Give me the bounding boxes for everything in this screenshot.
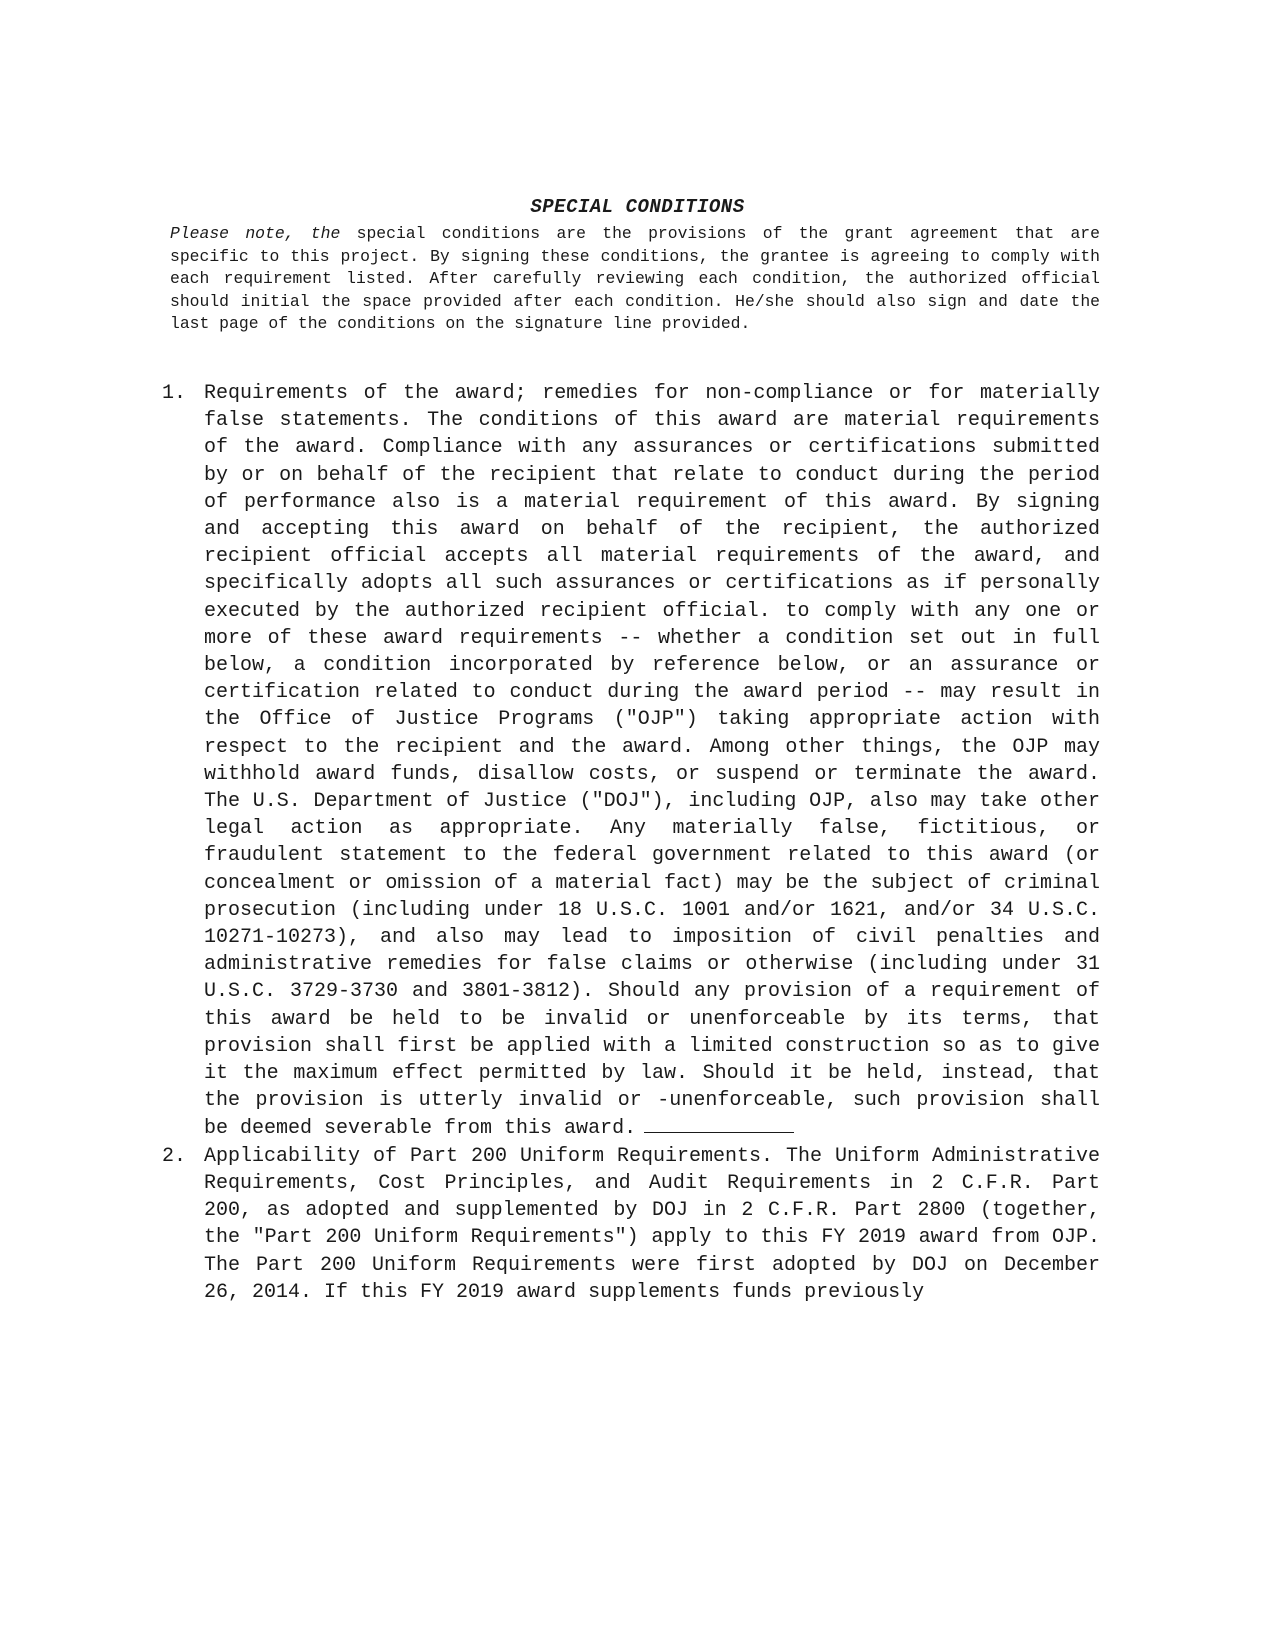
condition-number: 1. — [162, 382, 187, 405]
condition-text: Requirements of the award; remedies for non-compliance or for materially false statements. The conditions of this award are material requirements of the award. Compliance with any assurances or certifications submitted by or on behalf of the recipient that relate to conduct during the period of performance also is a material requirement of this award. By signing and accepting this award on behalf of the recipient, the authorized recipient official accepts all material requirements of the award, and specifically adopts all such assurances or certifications as if personally executed by the authorized recipient official. to comply with any one or more of these award requirements -- whether a condition set out in full below, a condition incorporated by reference below, or an assurance or certification related to conduct during the award period -- may result in the Office of Justice Programs ("OJP") taking appropriate action with respect to the recipient and the award. Among other things, the OJP may withhold award funds, disallow costs, or suspend or terminate the award. The U.S. Department of Justice ("DOJ"), including OJP, also may take other legal action as appropriate. Any materially false, fictitious, or fraudulent statement to the federal government related to this award (or concealment or omission of a material fact) may be the subject of criminal prosecution (including under 18 U.S.C. 1001 and/or 1621, and/or 34 U.S.C. 10271-10273), and also may lead to imposition of civil penalties and administrative remedies for false claims or otherwise (including under 31 U.S.C. 3729-3730 and 3801-3812). Should any provision of a requirement of this award be held to be invalid or unenforceable by its terms, that provision shall first be applied with a limited construction so as to give it the maximum effect permitted by law. Should it be held, instead, that the provision is utterly invalid or -unenforceable, such provision shall be deemed severable from this award. — [204, 382, 1100, 1141]
intro-paragraph — [170, 223, 1100, 336]
condition-item — [162, 380, 1100, 1143]
condition-text: Applicability of Part 200 Uniform Requirements. The Uniform Administrative Requirements, Cost Principles, and Audit Requirements in 2 C.F.R. Part 200, as adopted and supplemented by DOJ in 2 C.F.R. Part 2800 (together, the "Part 200 Uniform Requirements") apply to this FY 2019 award from OJP. The Part 200 Uniform Requirements were first adopted by DOJ on December 26, 2014. If this FY 2019 award supplements funds previously — [204, 1144, 1100, 1304]
condition-item — [162, 1143, 1100, 1306]
page-title: SPECIAL CONDITIONS — [530, 196, 745, 218]
condition-number: 2. — [162, 1144, 187, 1168]
initial-line[interactable] — [644, 1114, 794, 1133]
intro-lead: Please note, the — [170, 224, 341, 243]
conditions-list — [162, 380, 1100, 1306]
intro-text: special conditions are the provisions of the grant agreement that are specific to this project. By signing these conditions, the grantee is agreeing to comply with each requirement listed. After carefully reviewing each condition, the authorized official should initial the space provided after each condition. He/she should also sign and date the last page of the conditions on the signature line provided. — [170, 224, 1100, 333]
